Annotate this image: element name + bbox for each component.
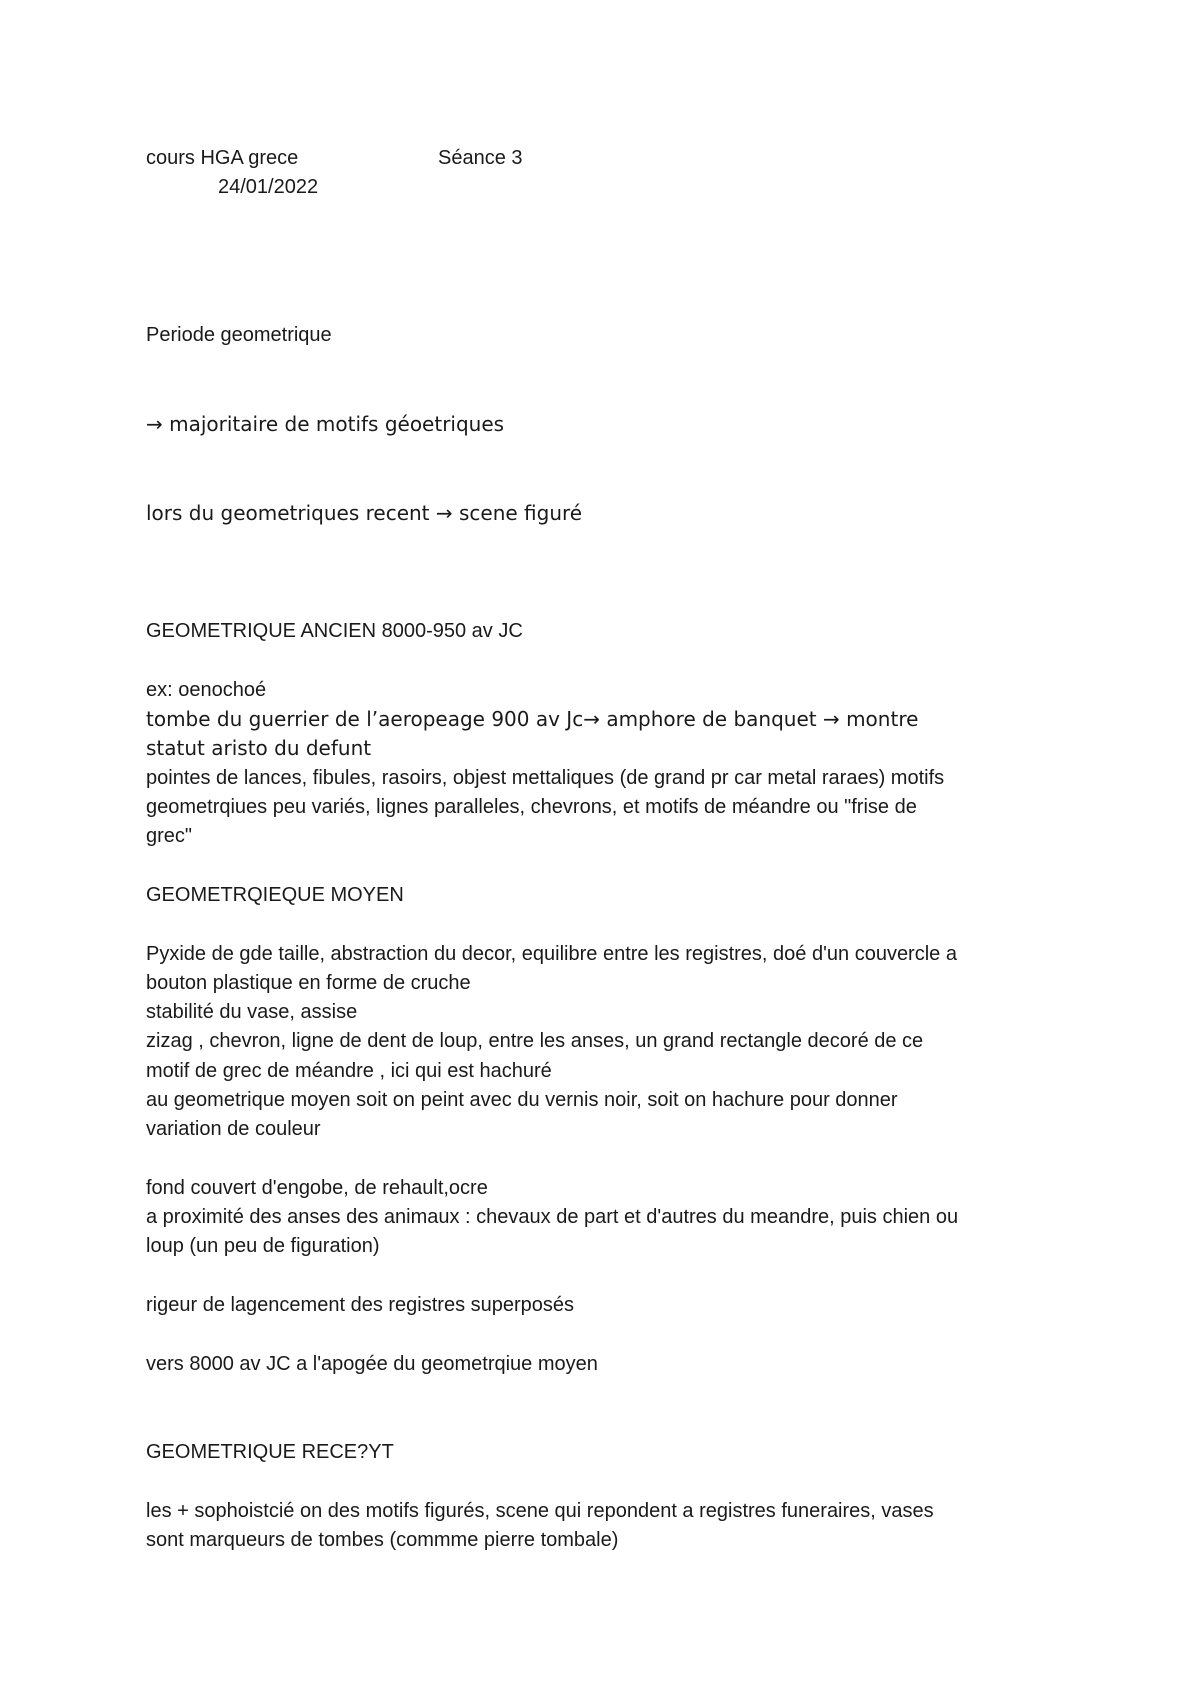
paragraph-line: sont marqueurs de tombes (commme pierre tombale) [146, 1529, 619, 1551]
paragraph-line: les + sophoistcié on des motifs figurés, scene qui repondent a registres funeraires, vases [146, 1500, 934, 1522]
paragraph-line: bouton plastique en forme de cruche [146, 972, 471, 994]
paragraph-line: loup (un peu de figuration) [146, 1235, 380, 1257]
paragraph-line: motif de grec de méandre , ici qui est hachuré [146, 1060, 552, 1082]
section-title-periode: Periode geometrique [146, 324, 332, 346]
paragraph-line: rigeur de lagencement des registres superposés [146, 1294, 575, 1316]
paragraph-line: → majoritaire de motifs géoetriques [146, 412, 505, 436]
paragraph-line: Pyxide de gde taille, abstraction du decor, equilibre entre les registres, doé d'un couvercle a [146, 943, 957, 965]
paragraph-line: statut aristo du defunt [146, 736, 372, 760]
paragraph-line: variation de couleur [146, 1118, 321, 1140]
section-heading-ancien: GEOMETRIQUE ANCIEN 8000-950 av JC [146, 620, 523, 642]
paragraph-line: pointes de lances, fibules, rasoirs, objest mettaliques (de grand pr car metal raraes) motifs [146, 767, 945, 789]
course-title: cours HGA grece [146, 147, 299, 169]
paragraph-line: lors du geometriques recent → scene figuré [146, 501, 583, 525]
paragraph-line: vers 8000 av JC a l'apogée du geometrqiue moyen [146, 1353, 598, 1375]
section-heading-recent: GEOMETRIQUE RECE?YT [146, 1441, 394, 1463]
course-date: 24/01/2022 [218, 176, 319, 198]
session-label: Séance 3 [438, 147, 523, 169]
paragraph-line: zizag , chevron, ligne de dent de loup, entre les anses, un grand rectangle decoré de ce [146, 1030, 924, 1052]
paragraph-line: au geometrique moyen soit on peint avec du vernis noir, soit on hachure pour donner [146, 1089, 898, 1111]
paragraph-line: ex: oenochoé [146, 679, 267, 701]
section-heading-moyen: GEOMETRQIEQUE MOYEN [146, 884, 404, 906]
paragraph-line: tombe du guerrier de l’aeropeage 900 av Jc→ amphore de banquet → montre [146, 707, 919, 731]
paragraph-line: fond couvert d'engobe, de rehault,ocre [146, 1177, 488, 1199]
paragraph-line: stabilité du vase, assise [146, 1001, 358, 1023]
paragraph-line: geometrqiues peu variés, lignes paralleles, chevrons, et motifs de méandre ou "frise de [146, 796, 917, 818]
paragraph-line: a proximité des anses des animaux : chevaux de part et d'autres du meandre, puis chien ou [146, 1206, 959, 1228]
paragraph-line: grec" [146, 825, 193, 847]
